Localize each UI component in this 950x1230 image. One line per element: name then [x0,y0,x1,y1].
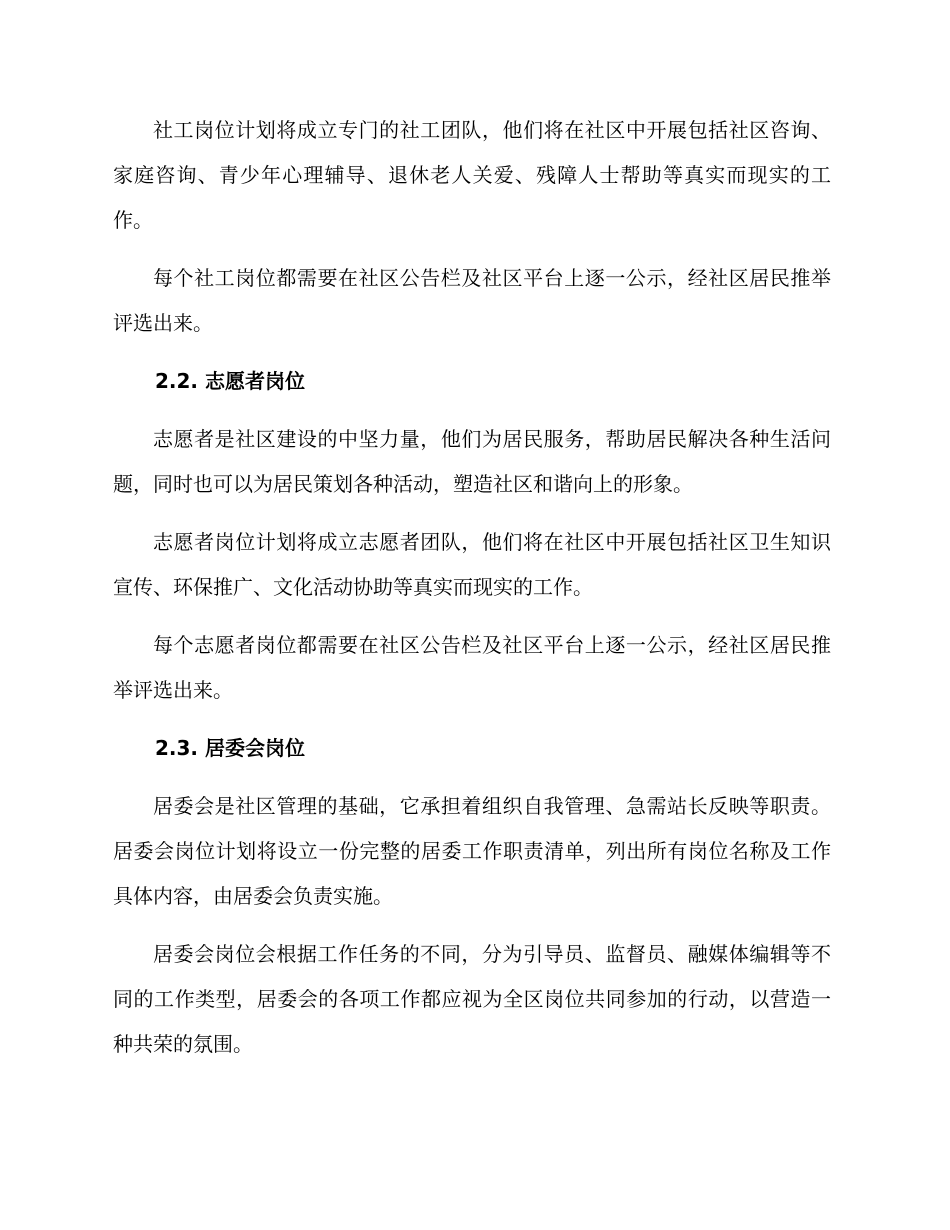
paragraph: 社工岗位计划将成立专门的社工团队，他们将在社区中开展包括社区咨询、家庭咨询、青少年心理辅导、退休老人关爱、残障人士帮助等真实而现实的工作。 [113,118,831,232]
section-heading-2-2: 2.2. 志愿者岗位 [155,369,305,393]
document-page [113,108,831,1067]
paragraph: 每个社工岗位都需要在社区公告栏及社区平台上逐一公示，经社区居民推举评选出来。 [113,266,831,335]
paragraph: 志愿者是社区建设的中坚力量，他们为居民服务，帮助居民解决各种生活问题，同时也可以为居民策划各种活动，塑造社区和谐向上的形象。 [113,427,831,496]
paragraph-gap [113,713,831,726]
paragraph-gap [113,243,831,256]
paragraph-gap [113,919,831,932]
paragraph-gap [113,771,831,784]
paragraph: 居委会是社区管理的基础，它承担着组织自我管理、急需站长反映等职责。居委会岗位计划将设立一份完整的居委工作职责清单，列出所有岗位名称及工作具体内容，由居委会负责实施。 [113,794,831,908]
paragraph-gap [113,610,831,623]
paragraph-gap [113,346,831,359]
section-heading-2-3: 2.3. 居委会岗位 [155,736,305,760]
paragraph: 志愿者岗位计划将成立志愿者团队，他们将在社区中开展包括社区卫生知识宣传、环保推广、文化活动协助等真实而现实的工作。 [113,530,831,599]
paragraph-gap [113,404,831,417]
paragraph: 居委会岗位会根据工作任务的不同，分为引导员、监督员、融媒体编辑等不同的工作类型，居委会的各项工作都应视为全区岗位共同参加的行动，以营造一种共荣的氛围。 [113,942,831,1056]
paragraph-gap [113,507,831,520]
paragraph: 每个志愿者岗位都需要在社区公告栏及社区平台上逐一公示，经社区居民推举评选出来。 [113,633,831,702]
